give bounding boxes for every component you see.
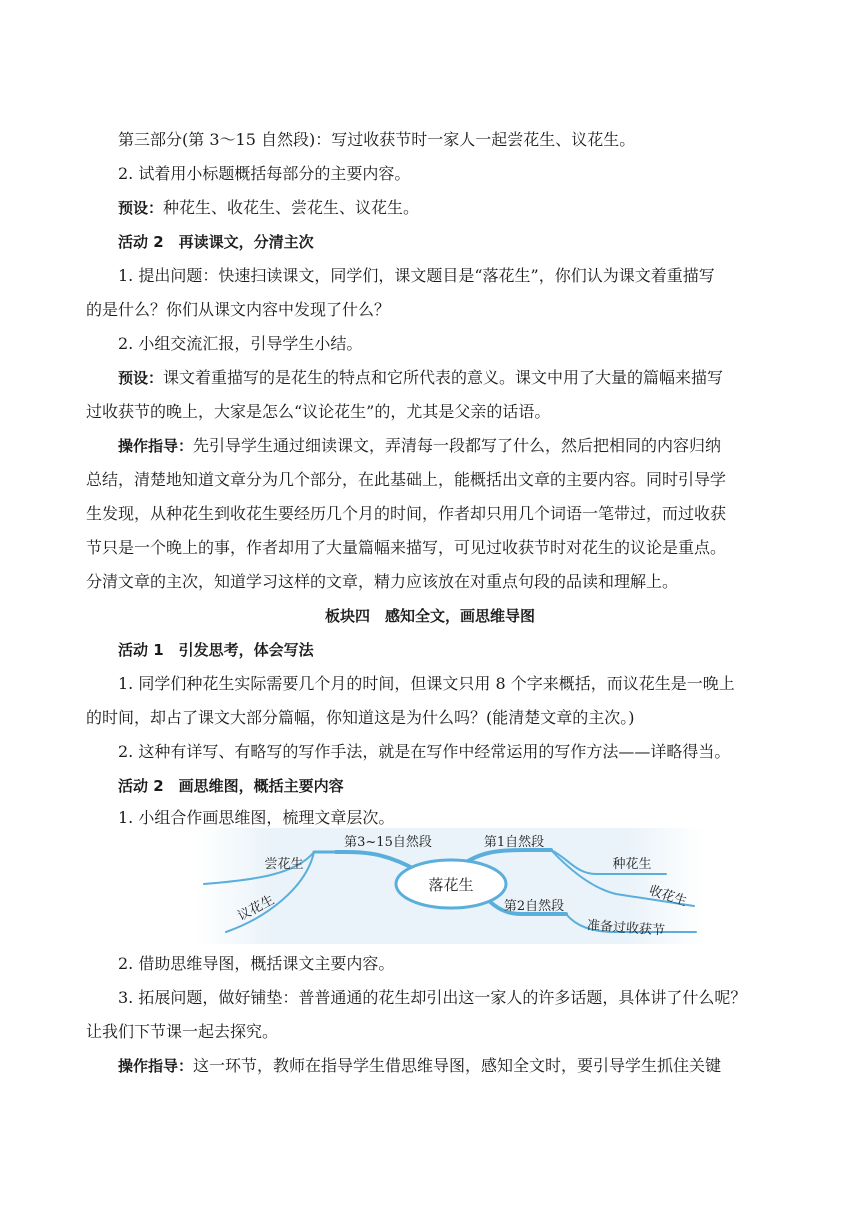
guidance-text: 这一环节，教师在指导学生借思维导图，感知全文时，要引导学生抓住关键 [193, 1056, 722, 1075]
paragraph: 生发现，从种花生到收花生要经历几个月的时间，作者却只用几个词语一笔带过，而过收获 [86, 504, 727, 523]
activity-heading: 活动 2 再读课文，分清主次 [118, 233, 314, 251]
leaf-label: 议花生 [235, 892, 277, 925]
center-node-label: 落花生 [428, 876, 474, 894]
paragraph: 分清文章的主次，知道学习这样的文章，精力应该放在对重点句段的品读和理解上。 [86, 572, 679, 591]
paragraph [118, 368, 778, 388]
paragraph: 第三部分(第 3〜15 自然段)：写过收获节时一家人一起尝花生、议花生。 [118, 130, 636, 149]
guidance-text: 先引导学生通过细读课文，弄清每一段都写了什么，然后把相同的内容归纳 [193, 436, 722, 455]
paragraph: 2. 借助思维导图，概括课文主要内容。 [118, 954, 395, 973]
preset-text: 课文着重描写的是花生的特点和它所代表的意义。课文中用了大量的篇幅来描写 [163, 368, 724, 387]
preset-label: 预设： [118, 199, 164, 217]
paragraph [118, 1056, 778, 1076]
paragraph: 2. 试着用小标题概括每部分的主要内容。 [118, 164, 411, 183]
leaf-label: 尝花生 [264, 857, 304, 872]
guidance-label: 操作指导： [118, 1057, 194, 1075]
paragraph [118, 198, 778, 218]
paragraph: 的时间，却占了课文大部分篇幅，你知道这是为什么吗？(能清楚文章的主次。) [86, 708, 635, 727]
paragraph: 节只是一个晚上的事，作者却用了大量篇幅来描写，可见过收获节时对花生的议论是重点。 [86, 538, 727, 557]
paragraph: 让我们下节课一起去探究。 [86, 1022, 279, 1041]
guidance-label: 操作指导： [118, 437, 194, 455]
paragraph: 的是什么？你们从课文内容中发现了什么？ [86, 300, 391, 319]
activity-heading: 活动 2 画思维图，概括主要内容 [118, 777, 344, 795]
paragraph: 过收获节的晚上，大家是怎么“议论花生”的，尤其是父亲的话语。 [86, 402, 551, 421]
leaf-label: 收花生 [646, 883, 689, 910]
preset-label: 预设： [118, 369, 164, 387]
branch-label: 第3~15自然段 [344, 835, 432, 850]
paragraph: 1. 提出问题：快速扫读课文，同学们，课文题目是“落花生”，你们认为课文着重描写 [118, 266, 715, 285]
preset-text: 种花生、收花生、尝花生、议花生。 [163, 198, 420, 217]
section-heading: 板块四 感知全文，画思维导图 [324, 607, 535, 625]
paragraph: 3. 拓展问题，做好铺垫：普普通通的花生却引出这一家人的许多话题，具体讲了什么呢？ [118, 988, 747, 1007]
paragraph: 2. 这种有详写、有略写的写作手法，就是在写作中经常运用的写作方法——详略得当。 [118, 742, 731, 761]
leaf-label: 准备过收获节 [586, 918, 666, 939]
activity-heading: 活动 1 引发思考，体会写法 [118, 641, 314, 659]
paragraph: 1. 小组合作画思维图，梳理文章层次。 [118, 808, 395, 827]
branch-label: 第1自然段 [483, 835, 545, 850]
leaf-label: 种花生 [612, 857, 652, 872]
paragraph: 2. 小组交流汇报，引导学生小结。 [118, 334, 363, 353]
paragraph: 总结，清楚地知道文章分为几个部分，在此基础上，能概括出文章的主要内容。同时引导学 [86, 470, 727, 489]
paragraph [118, 436, 778, 456]
paragraph: 1. 同学们种花生实际需要几个月的时间，但课文只用 8 个字来概括，而议花生是一晚上 [118, 674, 735, 693]
branch-label: 第2自然段 [503, 899, 565, 914]
mind-map [196, 828, 704, 944]
